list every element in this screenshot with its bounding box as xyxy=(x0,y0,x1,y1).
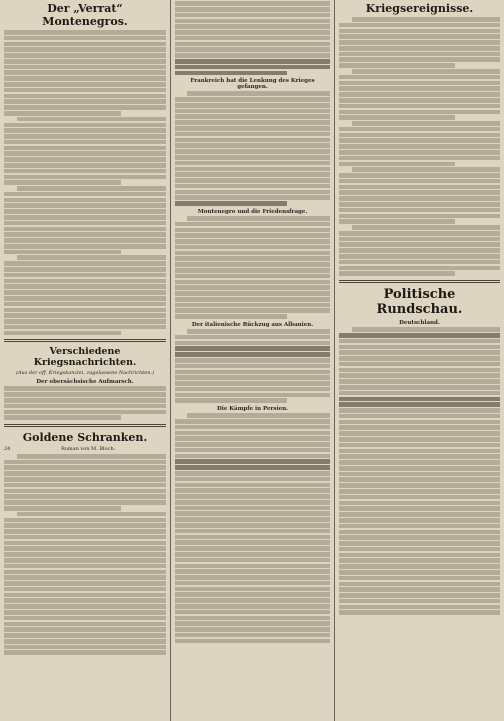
rundschau-body xyxy=(339,327,500,615)
column-middle xyxy=(170,0,334,721)
article-title-montenegro: Der „Verrat“ Montenegros. xyxy=(42,2,128,28)
column-left xyxy=(0,0,170,721)
box-title-kriegsnachrichten: Verschiedene Kriegsnachrichten. xyxy=(33,346,137,369)
box-subtitle: (Aus der off. Kriegskanzlei, zugelassene Nachrichten.) xyxy=(15,370,155,377)
section-heading-persien: Die Kämpfe in Persien. xyxy=(216,406,289,412)
section-title-kriegsereignisse: Kriegsereignisse. xyxy=(365,2,474,15)
box-section-heading: Der obersächsische Aufmarsch. xyxy=(36,379,134,386)
article-body-top xyxy=(175,1,330,75)
section-title-politische-rundschau: Politische Rundschau. xyxy=(376,286,463,317)
novel-meta xyxy=(4,446,166,452)
novel-installment-number: 24 xyxy=(4,445,11,452)
section-heading-montenegro-friede: Montenegro und die Friedensfrage. xyxy=(197,208,308,215)
kriegsereignisse-body xyxy=(339,17,500,276)
novel-byline: Roman von M. Bloch. xyxy=(61,445,116,452)
novel-title: Goldene Schranken. xyxy=(22,430,148,444)
section-heading-frankreich: Frankreich hat die Lenkung des Krieges gefangen. xyxy=(190,78,315,91)
novel-body xyxy=(4,454,166,655)
section-heading-albanien: Der italienische Rückzug aus Albanien. xyxy=(191,321,314,328)
article-body-montenegro xyxy=(4,30,166,335)
subsection-deutschland: Deutschland. xyxy=(399,319,440,326)
box-body xyxy=(4,386,166,420)
column-right xyxy=(334,0,504,721)
